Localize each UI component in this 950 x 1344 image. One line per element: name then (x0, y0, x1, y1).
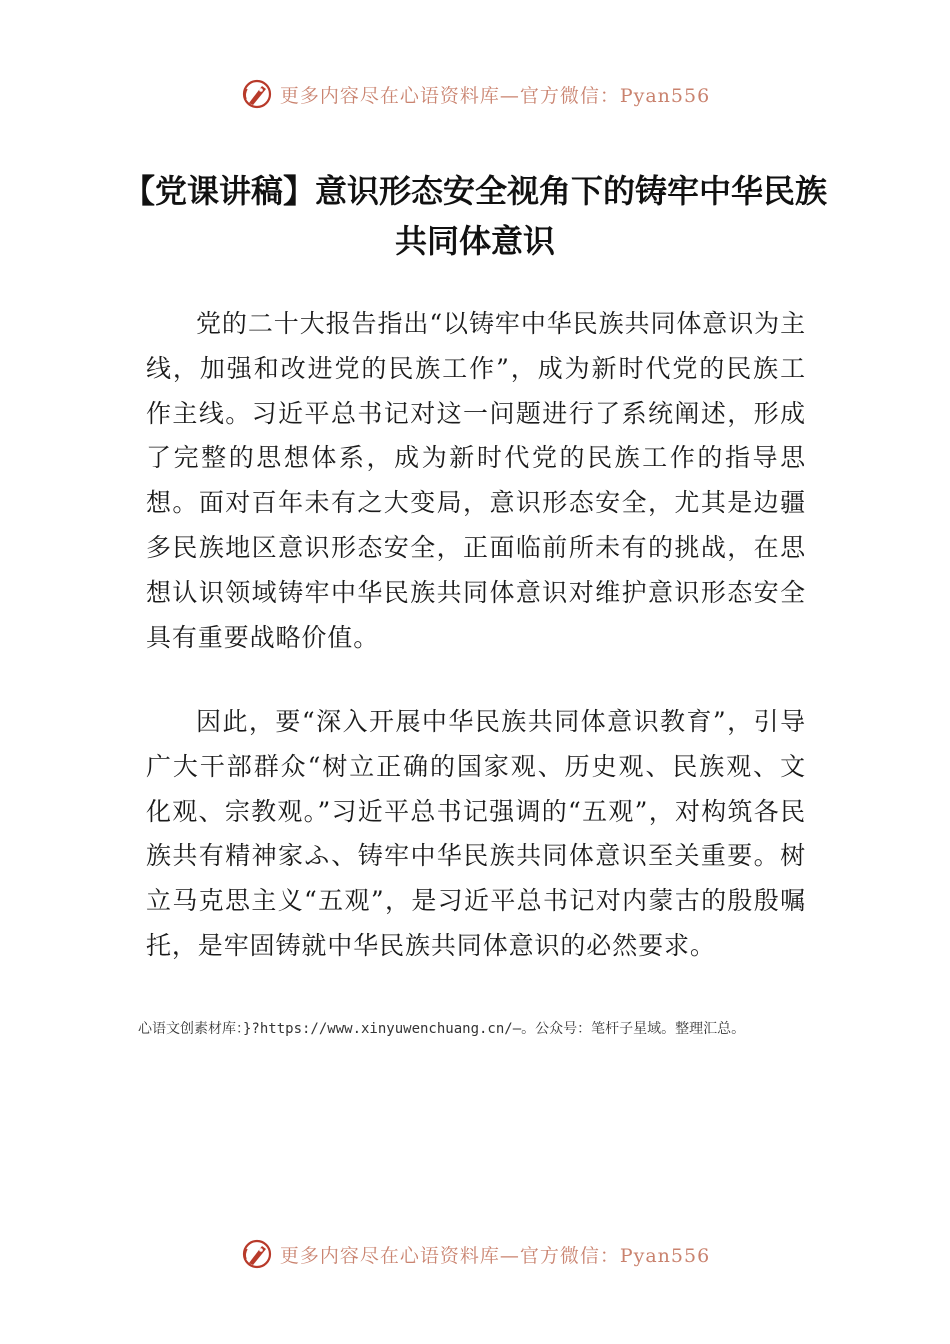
pen-nib-logo-icon (240, 1237, 274, 1271)
source-footnote: 心语文创素材库：}?https://www.xinyuwenchuang.cn/—。公众号：笔杆子星域。整理汇总。 (138, 1021, 746, 1037)
footer-watermark (0, 1234, 950, 1274)
document-title: 【党课讲稿】意识形态安全视角下的铸牢中华民族共同体意识 (122, 172, 827, 260)
body-paragraph-2: 因此，要“深入开展中华民族共同体意识教育”，引导广大干部群众“树立正确的国家观、历史观、民族观、文化观、宗教观。”习近平总书记强调的“五观”，对构筑各民族共有精神家ふ、铸牢中华民族共同体意识至关重要。树立马克思主义“五观”，是习近平总书记对内蒙古的殷殷嘱托，是牢固铸就中华民族共同体意识的必然要求。 (146, 707, 806, 960)
pen-nib-logo-icon (240, 77, 274, 111)
watermark-text: 更多内容尽在心语资料库—官方微信：Pyan556 (279, 1244, 711, 1267)
watermark-text: 更多内容尽在心语资料库—官方微信：Pyan556 (279, 84, 711, 107)
header-watermark (0, 74, 950, 114)
body-paragraph-1: 党的二十大报告指出“以铸牢中华民族共同体意识为主线，加强和改进党的民族工作”，成为新时代党的民族工作主线。习近平总书记对这一问题进行了系统阐述，形成了完整的思想体系，成为新时代党的民族工作的指导思想。面对百年未有之大变局，意识形态安全，尤其是边疆多民族地区意识形态安全，正面临前所未有的挑战，在思想认识领域铸牢中华民族共同体意识对维护意识形态安全具有重要战略价值。 (146, 309, 806, 652)
